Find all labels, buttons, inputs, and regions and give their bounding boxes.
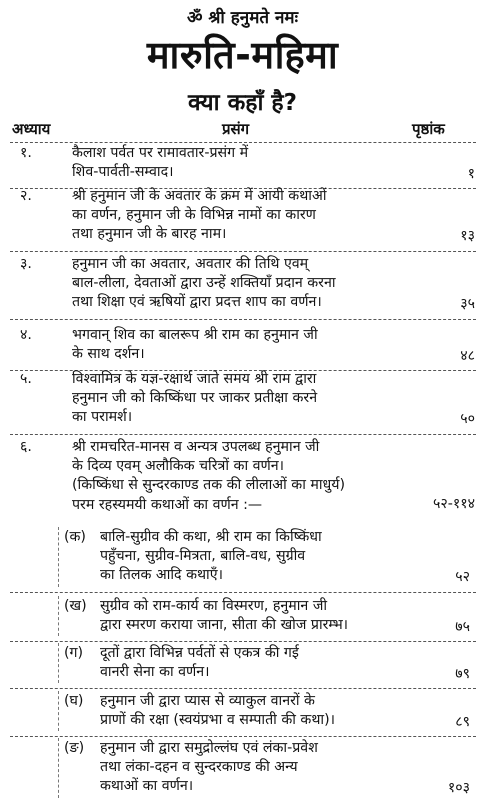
row-divider — [10, 319, 476, 320]
row-divider — [10, 251, 476, 252]
entry-text-line: शिव-पार्वती-सम्वाद। — [72, 164, 174, 181]
entry-number: ३. — [20, 256, 32, 272]
entry-page-number: ३५ — [460, 296, 475, 313]
subentry-text-line: हनुमान जी द्वारा समुद्रोल्लंघ एवं लंका-प्रवेश — [100, 740, 318, 756]
entry-text-line: हनुमान जी को किष्किंधा पर जाकर प्रतीक्षा करने — [72, 390, 318, 407]
entry-page-number: ४८ — [460, 348, 475, 365]
subentry-text-line: द्वारा स्मरण कराया जाना, सीता की खोज प्रारम्भ। — [100, 617, 349, 634]
header-chapter: अध्याय — [12, 120, 51, 138]
row-divider — [10, 434, 476, 435]
entry-text-line: तथा शिक्षा एवं ऋषियों द्वारा प्रदत्त शाप का वर्णन। — [72, 294, 322, 311]
subentry-bracket — [58, 691, 59, 731]
entry-text-line: श्री हनुमान जी के अवतार के क्रम में आयी कथाओं — [72, 188, 327, 204]
entry-text-line: श्री रामचरित-मानस व अन्यत्र उपलब्ध हनुमान जी — [72, 439, 320, 455]
page-subtitle: क्या कहाँ है? — [187, 90, 297, 116]
subentry-label: (ङ) — [64, 740, 85, 756]
subentry-page-number: १०३ — [447, 780, 470, 797]
entry-number: १. — [20, 145, 32, 161]
header-topic: प्रसंग — [222, 120, 250, 138]
subentry-text-line: पहुँचना, सुग्रीव-मित्रता, बालि-वध, सुग्रीव — [100, 548, 306, 565]
subentry-label: (क) — [64, 529, 86, 545]
entry-text-line: हनुमान जी का अवतार, अवतार की तिथि एवम् — [72, 256, 309, 272]
entry-page-number: ५२-११४ — [432, 495, 475, 512]
subentry-label: (ग) — [64, 645, 84, 661]
subentry-text-line: कथाओं का वर्णन। — [100, 778, 194, 795]
subentry-text-line: हनुमान जी द्वारा प्यास से व्याकुल वानरों के — [100, 693, 315, 709]
invocation-heading: ॐ श्री हनुमते नमः — [186, 8, 299, 28]
entry-text-line: के साथ दर्शन। — [72, 346, 145, 363]
row-divider — [10, 736, 476, 737]
subentry-bracket — [58, 643, 59, 683]
header-divider — [10, 142, 476, 143]
subentry-text-line: प्राणों की रक्षा (स्वयंप्रभा व सम्पाती की कथा)। — [100, 712, 335, 729]
entry-text-line: (किष्किंधा से सुन्दरकाण्ड तक की लीलाओं का माधुर्य) — [72, 477, 346, 494]
entry-text-line: तथा हनुमान जी के बारह नाम। — [72, 226, 227, 243]
entry-text-line: का परामर्श। — [72, 409, 133, 426]
row-divider — [10, 592, 476, 593]
entry-number: २. — [20, 188, 32, 204]
entry-number: ४. — [20, 327, 32, 343]
entry-number: ६. — [20, 439, 32, 455]
entry-text-line: भगवान् शिव का बालरूप श्री राम का हनुमान जी — [72, 327, 318, 343]
subentry-text-line: सुग्रीव को राम-कार्य का विस्मरण, हनुमान जी — [100, 598, 328, 614]
subentry-text-line: वानरी सेना का वर्णन। — [100, 664, 210, 681]
subentry-label: (घ) — [64, 693, 84, 709]
subentry-page-number: ८९ — [455, 714, 470, 731]
row-divider — [10, 688, 476, 689]
row-divider — [10, 641, 476, 642]
entry-page-number: १ — [467, 166, 475, 183]
subentry-text-line: तथा लंका-दहन व सुन्दरकाण्ड की अन्य — [100, 759, 298, 776]
subentry-label: (ख) — [64, 598, 87, 614]
entry-text-line: कैलाश पर्वत पर रामावतार-प्रसंग में — [72, 145, 249, 161]
subentry-bracket — [58, 527, 59, 587]
subentry-text-line: बालि-सुग्रीव की कथा, श्री राम का किष्किंधा — [100, 529, 322, 545]
header-page: पृष्ठांक — [412, 120, 445, 138]
subentry-page-number: ७५ — [455, 619, 470, 636]
entry-text-line: बाल-लीला, देवताओं द्वारा उन्हें शक्तियाँ प्रदान करना — [72, 275, 336, 292]
subentry-bracket — [58, 738, 59, 798]
entry-text-line: परम रहस्यमयी कथाओं का वर्णन :— — [72, 496, 263, 513]
subentry-text-line: दूतों द्वारा विभिन्न पर्वतों से एकत्र की गई — [100, 645, 299, 661]
entry-text-line: विश्वामित्र के यज्ञ-रक्षार्थ जाते समय श्री राम द्वारा — [72, 371, 317, 387]
entry-page-number: १३ — [460, 228, 475, 245]
entry-text-line: का वर्णन, हनुमान जी के विभिन्न नामों का कारण — [72, 207, 316, 224]
subentry-page-number: ५२ — [455, 569, 470, 586]
entry-page-number: ५० — [460, 411, 475, 428]
subentry-page-number: ७९ — [455, 666, 470, 683]
subentry-bracket — [58, 596, 59, 636]
subentry-text-line: का तिलक आदि कथाएँ। — [100, 567, 223, 584]
page-title: मारुति-महिमा — [146, 33, 339, 77]
entry-number: ५. — [20, 371, 32, 387]
entry-text-line: के दिव्य एवम् अलौकिक चरित्रों का वर्णन। — [72, 458, 285, 475]
